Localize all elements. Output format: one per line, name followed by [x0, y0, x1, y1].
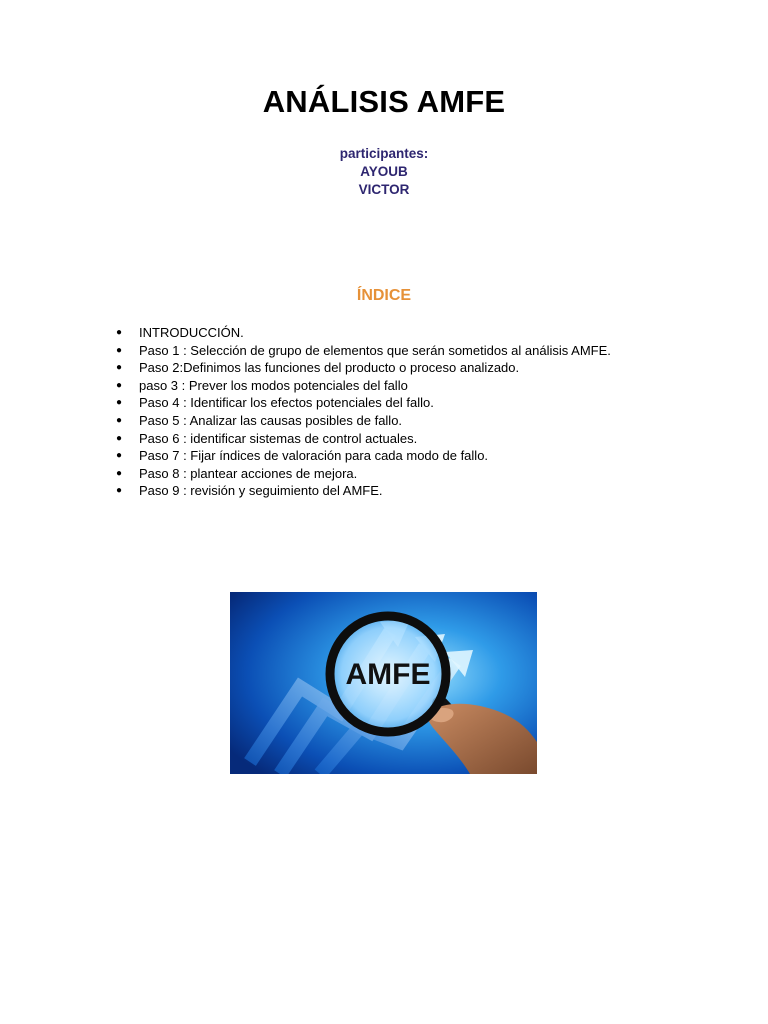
index-item	[116, 465, 611, 483]
index-item	[116, 359, 611, 377]
index-item	[116, 430, 611, 448]
bullet-icon: ●	[116, 327, 123, 338]
index-item-text: Paso 8 : plantear acciones de mejora.	[139, 465, 358, 481]
index-item	[116, 324, 611, 342]
index-item	[116, 377, 611, 395]
index-item-text: INTRODUCCIÓN.	[139, 325, 244, 340]
bullet-icon: ●	[116, 397, 123, 409]
magnifying-glass-over-arrows-icon	[230, 592, 537, 774]
bullet-icon: ●	[116, 344, 123, 356]
index-list	[116, 324, 611, 500]
bullet-icon: ●	[116, 379, 123, 391]
index-item-text: Paso 1 : Selección de grupo de elementos que serán sometidos al análisis AMFE.	[139, 342, 611, 358]
participants-label: participantes:	[339, 146, 429, 161]
index-item-text: Paso 6 : identificar sistemas de control actuales.	[139, 430, 418, 446]
bullet-icon: ●	[116, 450, 123, 462]
bullet-icon: ●	[116, 485, 123, 497]
document-title: ANÁLISIS AMFE	[262, 84, 506, 119]
bullet-icon: ●	[116, 432, 123, 444]
amfe-illustration	[230, 592, 537, 774]
index-item	[116, 447, 611, 465]
participant-name: AYOUB	[360, 164, 408, 179]
bullet-icon: ●	[116, 414, 123, 426]
index-item-text: Paso 7 : Fijar índices de valoración para cada modo de fallo.	[139, 448, 489, 464]
bullet-icon: ●	[116, 467, 123, 479]
index-heading: ÍNDICE	[356, 287, 412, 304]
index-item-text: paso 3 : Prever los modos potenciales del fallo	[139, 377, 408, 393]
index-item	[116, 412, 611, 430]
amfe-logo-text: AMFE	[345, 658, 431, 691]
index-item	[116, 482, 611, 500]
participant-name: VICTOR	[358, 182, 410, 197]
index-item-text: Paso 2:Definimos las funciones del producto o proceso analizado.	[139, 360, 520, 376]
bullet-icon: ●	[116, 362, 123, 374]
index-item	[116, 394, 611, 412]
participants-block	[0, 145, 768, 199]
index-item-text: Paso 9 : revisión y seguimiento del AMFE.	[139, 483, 383, 499]
index-item-text: Paso 4 : Identificar los efectos potenciales del fallo.	[139, 395, 434, 411]
index-item	[116, 342, 611, 360]
index-item-text: Paso 5 : Analizar las causas posibles de fallo.	[139, 412, 403, 428]
